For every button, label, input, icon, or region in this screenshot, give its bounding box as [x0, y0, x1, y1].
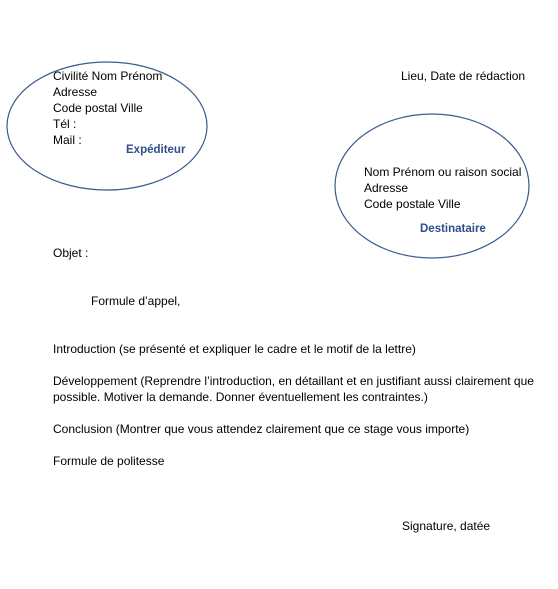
introduction-paragraph: Introduction (se présenté et expliquer le cadre et le motif de la lettre)	[53, 342, 416, 356]
sender-name-line: Civilité Nom Prénom	[53, 69, 163, 83]
signature-line: Signature, datée	[402, 519, 491, 533]
place-date: Lieu, Date de rédaction	[401, 69, 526, 83]
closing-paragraph: Formule de politesse	[53, 454, 165, 468]
sender-tag: Expéditeur	[126, 144, 186, 156]
development-paragraph: Développement (Reprendre l’introduction, en détaillant et en justifiant aussi clairement que possible. Motiver la demande. Donner éventuellement les contraintes.)	[53, 374, 534, 404]
sender-address-line: Adresse	[53, 85, 98, 99]
sender-phone-line: Tél :	[53, 117, 77, 131]
salutation-line: Formule d’appel,	[91, 294, 181, 308]
recipient-city-line: Code postale Ville	[364, 197, 461, 211]
recipient-block	[364, 164, 521, 212]
recipient-address-line: Adresse	[364, 181, 409, 195]
sender-block	[53, 68, 162, 148]
subject-line: Objet :	[53, 246, 89, 260]
recipient-tag: Destinataire	[420, 223, 486, 235]
recipient-name-line: Nom Prénom ou raison social	[364, 165, 522, 179]
conclusion-paragraph: Conclusion (Montrer que vous attendez clairement que ce stage vous importe)	[53, 422, 470, 436]
sender-mail-line: Mail :	[53, 133, 82, 147]
sender-city-line: Code postal Ville	[53, 101, 143, 115]
